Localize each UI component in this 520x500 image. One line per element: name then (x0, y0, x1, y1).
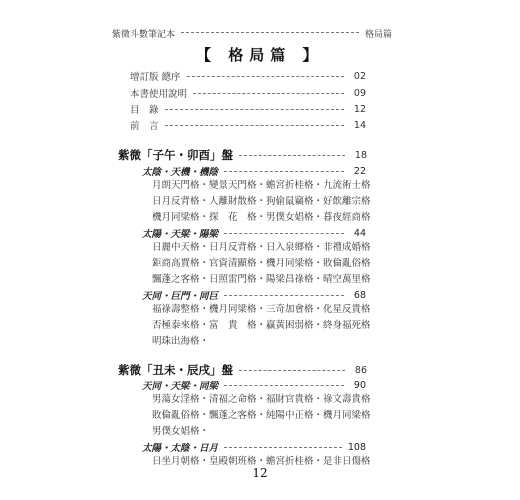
dot-leader (187, 76, 344, 77)
toc-subsection[interactable] (142, 440, 366, 454)
dot-leader (193, 93, 344, 94)
toc-entry-label: 本書使用說明 (130, 89, 188, 100)
dot-leader (224, 295, 344, 296)
toc-entry-page: 14 (353, 119, 366, 131)
toc-subsection-page: 22 (353, 165, 366, 177)
dot-leader (224, 385, 344, 386)
toc-subsection[interactable] (142, 164, 366, 178)
toc-subsection-title: 天同・天梁・同梁 (142, 381, 219, 392)
toc-subsection-title: 太陰・天機・機陰 (142, 167, 219, 178)
toc-entry-label: 增訂版 總序 (130, 72, 181, 83)
dot-leader (165, 125, 344, 126)
pattern-list-line: 月朗天門格・變景天門格・蟾宮折桂格・九流術士格 (152, 180, 371, 191)
page-number: 12 (252, 466, 268, 480)
pattern-list-line: 日坐月朝格・皇殿朝班格・蟾宮折桂格・是非日傷格 (152, 456, 371, 467)
toc-subsection-page: 68 (353, 289, 366, 301)
toc-subsection[interactable] (142, 378, 366, 392)
dot-leader (239, 370, 345, 371)
dot-leader (224, 447, 342, 448)
toc-section-title: 紫微「丑未・辰戌」盤 (118, 363, 233, 377)
toc-section[interactable] (118, 362, 367, 378)
pattern-list-line: 明珠出海格・ (152, 336, 210, 347)
header-book-title: 紫微斗數筆記本 (112, 30, 176, 40)
toc-section-title: 紫微「子午・卯酉」盤 (118, 148, 233, 162)
pattern-list-line: 敗倫亂俗格・飄蓬之客格・純陽中正格・機月同梁格 (152, 410, 371, 421)
toc-subsection-title: 太陽・天梁・陽梁 (142, 229, 219, 240)
toc-entry[interactable] (130, 69, 366, 83)
pattern-list-line: 鉅商高賈格・官資清顯格・機月同梁格・敗倫亂俗格 (152, 258, 371, 269)
dot-leader (224, 171, 344, 172)
pattern-list-line: 男蕩女淫格・清福之命格・福財官貴格・祿文壽貴格 (152, 394, 371, 405)
pattern-list-line: 否極泰來格・富 貴 格・贏黃困弱格・終身福死格 (152, 320, 371, 331)
toc-subsection[interactable] (142, 288, 366, 302)
pattern-list-line: 福祿壽整格・機月同梁格・三奇加會格・化星反貴格 (152, 304, 371, 315)
toc-entry-label: 目 錄 (130, 105, 159, 116)
pattern-list-line: 日月反背格・人離財散格・狗偷鼠竊格・好飲離宗格 (152, 196, 371, 207)
toc-subsection-page: 90 (353, 379, 366, 391)
toc-entry[interactable] (130, 86, 366, 100)
toc-subsection-title: 天同・巨門・同巨 (142, 291, 219, 302)
toc-subsection-page: 44 (353, 227, 366, 239)
toc-entry-page: 09 (353, 87, 366, 99)
toc-section-page: 18 (354, 149, 367, 161)
toc-entry-page: 02 (353, 70, 366, 82)
pattern-list-line: 飄蓬之客格・日照雷門格・陽梁昌祿格・晴空萬里格 (152, 274, 371, 285)
running-header (112, 27, 392, 40)
dot-leader (165, 109, 344, 110)
toc-subsection-page: 108 (347, 441, 366, 453)
dot-leader (224, 233, 344, 234)
toc-entry[interactable] (130, 118, 366, 132)
toc-entry-page: 12 (353, 103, 366, 115)
dot-leader (239, 155, 345, 156)
header-chapter: 格局篇 (364, 30, 392, 40)
pattern-list-line: 機月同梁格・探 花 格・男僕女娼格・暮夜經商格 (152, 212, 371, 223)
pattern-list-line: 日麗中天格・日月反背格・日入泉鄉格・非禮成婚格 (152, 242, 371, 253)
toc-subsection-title: 太陽・太陰・日月 (142, 443, 219, 454)
toc-section[interactable] (118, 147, 367, 163)
page-title: 【 格局篇 】 (196, 46, 324, 64)
toc-section-page: 86 (354, 364, 367, 376)
pattern-list-line: 男僕女娼格・ (152, 426, 210, 437)
header-rule (181, 32, 359, 33)
toc-subsection[interactable] (142, 226, 366, 240)
toc-entry[interactable] (130, 102, 366, 116)
toc-entry-label: 前 言 (130, 121, 159, 132)
